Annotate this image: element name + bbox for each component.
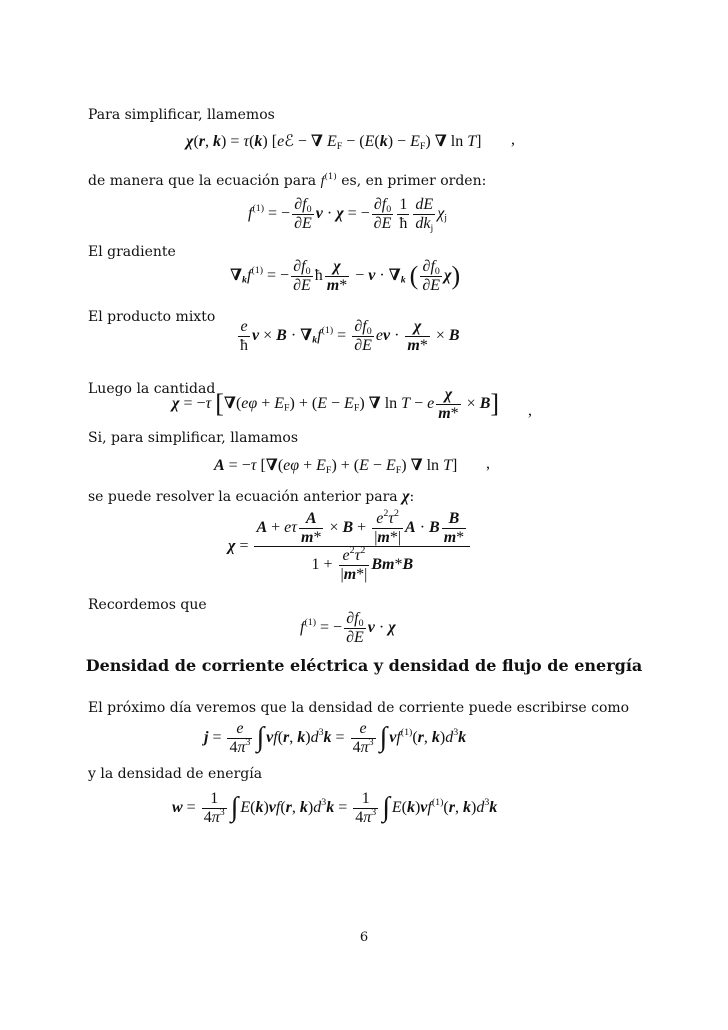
comma-1: ,: [511, 131, 515, 148]
equation-chi-definition: χ(r, k) = τ(k) [eℰ − ∇ $E_F - (E(k) - E_F)$ ∇ ln T]: [186, 133, 482, 152]
page-number: 6: [359, 930, 369, 945]
equation-current-density: j = $\frac{e}{4\pi^3}$ ∫ vf(r, $k)d^3k$ = $\frac{e}{4\pi^3}$ ∫ $vf^{(1)}(r$, $k)d^3k$: [204, 720, 467, 756]
paragraph-4: El producto mixto: [88, 309, 216, 325]
paragraph-3: El gradiente: [88, 244, 176, 260]
paragraph-9: El próximo día veremos que la densidad de corriente puede escribirse como: [88, 700, 630, 716]
paragraph-2: de manera que la ecuación para $f^{(1)}$ es, en primer orden:: [88, 171, 487, 189]
paragraph-6: Si, para simplificar, llamamos: [88, 430, 299, 446]
paragraph-8: Recordemos que: [88, 597, 207, 613]
equation-f1-first-order: $f^{(1)}$ = − $\frac{\partial f_0}{\partial E}$ v · χ = − $\frac{\partial f_0}{\partial E}$ $\frac{1}{ħ}$ dE $dk_j$ $\chi_j$: [248, 196, 448, 234]
equation-chi-solution: χ = A + eτ $\frac{A}{m*}$ × B + $\frac{e^2\tau^2}{|m*|}$ A · B $\frac{B}{m*}$ 1 + $\frac{e^2\tau^2}{|m*|}$ Bm*B: [228, 510, 472, 583]
equation-chi-quantity: χ = −τ [$\nabla(e\varphi + E_F) + (E - E_F)$ ∇ ln T − e $\frac{\chi}{m*}$ × B]: [172, 386, 500, 422]
comma-2: ,: [528, 402, 532, 419]
section-title: Densidad de corriente eléctrica y densidad de flujo de energía: [85, 656, 643, 675]
comma-3: ,: [486, 455, 490, 472]
equation-gradient: $\nabla_kf^{(1)}$ = − $\frac{\partial f_0}{\partial E}$ ħ $\frac{\chi}{m*}$ − $v \cdot \nabla_k$ ( $\frac{\partial f_0}{\partial E}$ χ): [230, 258, 461, 294]
equation-mixed-product: $\frac{e}{ħ}$ $v \times B \cdot \nabla_kf^{(1)}$ = $\frac{\partial f_0}{\partial E}$ ev · $\frac{\chi}{m*}$ × B: [240, 318, 460, 354]
equation-energy-density: w = $\frac{1}{4\pi^3}$ ∫ E(k)vf(r, $k)d^3k$ = $\frac{1}{4\pi^3}$ ∫ $E(k)vf^{(1)}(r$, $k)d^3k$: [172, 790, 498, 826]
paragraph-1: Para simplificar, llamemos: [88, 107, 275, 123]
equation-f1-recall: $f^{(1)}$ = − $\frac{\partial f_0}{\partial E}$ v · χ: [300, 610, 396, 646]
paragraph-10: y la densidad de energía: [88, 766, 263, 782]
paragraph-7: se puede resolver la ecuación anterior para χ:: [88, 488, 415, 505]
equation-A-definition: A = −τ [$\nabla(e\varphi + E_F) + (E - E_F)$ ∇ ln T]: [214, 457, 458, 476]
paragraph-5: Luego la cantidad: [88, 381, 216, 397]
